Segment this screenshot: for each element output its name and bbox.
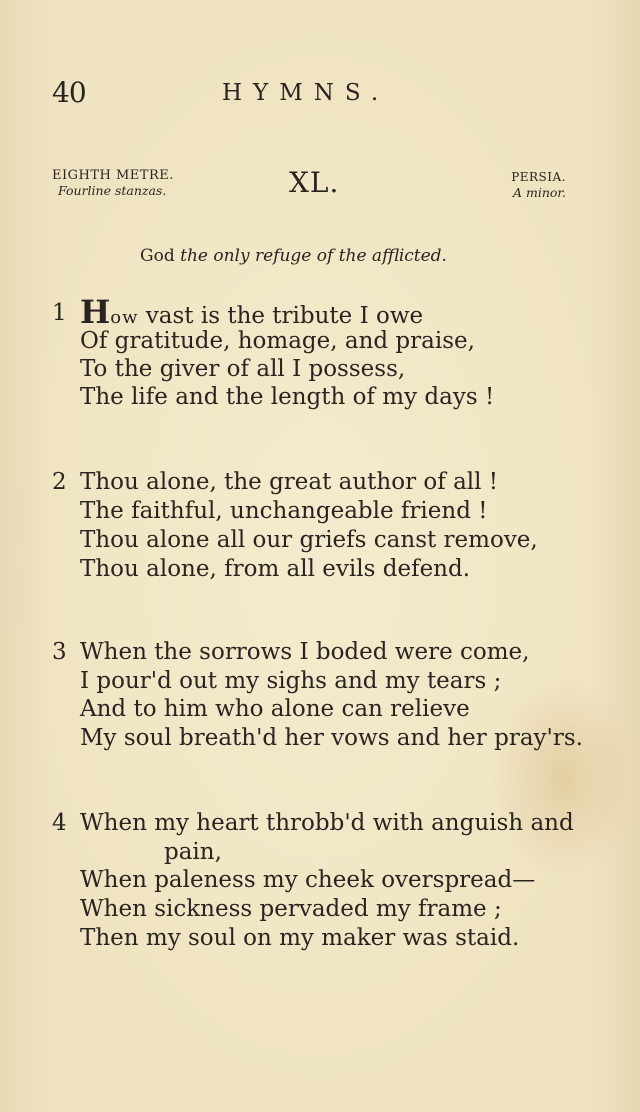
page-number: 40: [52, 76, 86, 109]
verse-line: When paleness my cheek overspread—: [80, 867, 536, 893]
verse-line: My soul breath'd her vows and her pray'rs.: [80, 725, 583, 751]
verse-line: When sickness pervaded my frame ;: [80, 896, 502, 922]
hymn-subtitle: [140, 246, 447, 266]
verse-line: When my heart throbb'd with anguish and: [80, 810, 574, 836]
verse-line: Of gratitude, homage, and praise,: [80, 328, 475, 354]
verse-line: pain,: [164, 839, 222, 865]
subtitle-rest: the only refuge of the afflicted.: [180, 246, 447, 266]
drop-cap-continuation: ow: [110, 307, 139, 328]
drop-cap: H: [80, 293, 111, 331]
verse-line: To the giver of all I possess,: [80, 356, 406, 382]
verse-line: [80, 293, 424, 331]
stanza-number: 4: [52, 810, 67, 836]
verse-line: I pour'd out my sighs and my tears ;: [80, 668, 502, 694]
verse-line: Thou alone all our griefs canst remove,: [80, 527, 538, 553]
stanza-form-label: Fourline stanzas.: [58, 183, 167, 198]
stanza-number: 3: [52, 639, 67, 665]
metre-label: EIGHTH METRE.: [52, 168, 174, 183]
tune-key: A minor.: [512, 185, 566, 200]
verse-line: Then my soul on my maker was staid.: [80, 925, 520, 951]
stanza-number: 2: [52, 469, 67, 495]
verse-line: Thou alone, from all evils defend.: [80, 556, 471, 582]
hymn-meta-left: [52, 168, 174, 198]
verse-line: And to him who alone can relieve: [80, 696, 470, 722]
hymn-meta-right: [511, 170, 566, 200]
verse-line: When the sorrows I boded were come,: [80, 639, 530, 665]
stanza-number: 1: [52, 300, 67, 326]
verse-line: The faithful, unchangeable friend !: [80, 498, 488, 524]
hymn-number: XL.: [289, 166, 340, 199]
tune-name: PERSIA.: [511, 170, 566, 184]
verse-line: The life and the length of my days !: [80, 384, 495, 410]
verse-line-text: vast is the tribute I owe: [138, 303, 424, 329]
verse-line: Thou alone, the great author of all !: [80, 469, 499, 495]
running-head: HYMNS.: [222, 80, 390, 106]
subtitle-lead: God: [140, 246, 175, 266]
